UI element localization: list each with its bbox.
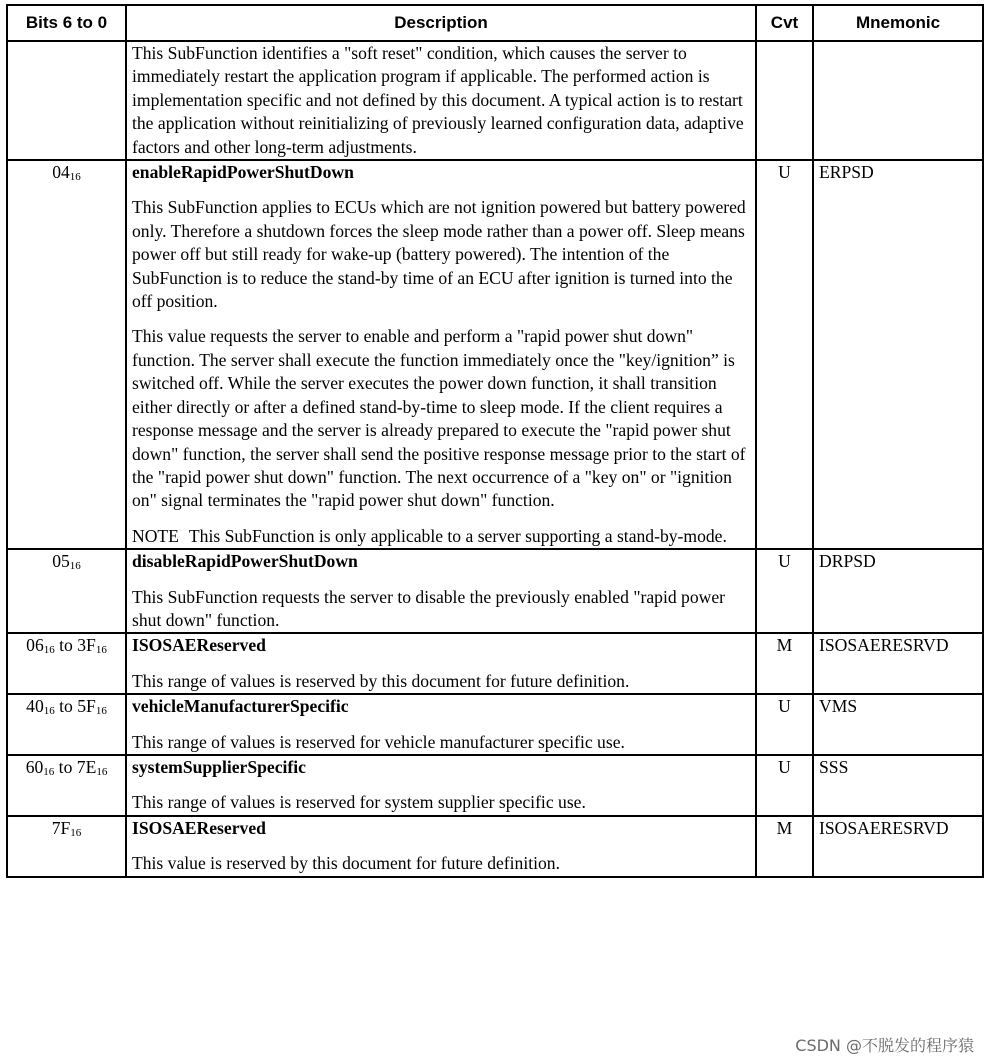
table-row (7, 694, 983, 755)
mnemonic-cell: ISOSAERESRVD (813, 633, 983, 694)
bits-cell (7, 633, 126, 694)
table-row (7, 755, 983, 816)
description-paragraph: This range of values is reserved for vehicle manufacturer specific use. (132, 731, 625, 752)
bits-base-subscript: 16 (70, 826, 82, 839)
subfunction-name: enableRapidPowerShutDown (132, 162, 354, 183)
bits-value: 7E (76, 756, 97, 777)
mnemonic-cell (813, 41, 983, 160)
header-cvt: Cvt (756, 5, 813, 41)
bits-cell (7, 41, 126, 160)
cvt-cell: M (756, 816, 813, 877)
header-description: Description (126, 5, 756, 41)
subfunction-name: systemSupplierSpecific (132, 756, 306, 777)
bits-base-subscript: 16 (96, 765, 108, 778)
bits-base-subscript: 16 (43, 765, 55, 778)
header-mnemonic: Mnemonic (813, 5, 983, 41)
table-row (7, 816, 983, 877)
bits-cell (7, 816, 126, 877)
cvt-cell: U (756, 755, 813, 816)
note-paragraph (132, 525, 750, 548)
table-row (7, 41, 983, 160)
bits-value: 06 (26, 635, 44, 656)
bits-value: 60 (25, 756, 44, 777)
subfunction-name: ISOSAEReserved (132, 817, 266, 838)
description-paragraph: This value is reserved by this document for future definition. (132, 853, 561, 874)
cvt-cell: M (756, 633, 813, 694)
description-paragraph: This value requests the server to enable and perform a "rapid power shut down" function. The server shall execute the function immediately once the "key/ignition” is switched off. While the server executes the power down function, it shall transition either directly or after a defined stand-by-time to sleep mode. If the client requires a response message and the server is already prepared to execute the "rapid power shut down" function, the server shall send the positive response message prior to the start of the "rapid power shut down" function. The next occurrence of a "key on" or "ignition on" signal terminates the "rapid power shut down" function. (132, 326, 746, 511)
description-cell (126, 160, 756, 549)
bits-base-subscript: 16 (95, 644, 107, 657)
table-row (7, 633, 983, 694)
bits-cell (7, 549, 126, 633)
bits-cell (7, 755, 126, 816)
header-bits: Bits 6 to 0 (7, 5, 126, 41)
table-row (7, 549, 983, 633)
cvt-cell: U (756, 694, 813, 755)
bits-base-subscript: 16 (43, 644, 55, 657)
bits-range-joiner: to (54, 635, 78, 656)
subfunction-table (6, 4, 984, 878)
table-body (7, 41, 983, 877)
cvt-cell (756, 41, 813, 160)
mnemonic-cell: VMS (813, 694, 983, 755)
mnemonic-cell: DRPSD (813, 549, 983, 633)
description-cell (126, 549, 756, 633)
description-cell (126, 41, 756, 160)
description-cell (126, 755, 756, 816)
watermark: CSDN @不脱发的程序猿 (795, 1033, 974, 1056)
cvt-cell: U (756, 160, 813, 549)
bits-value: 04 (52, 162, 70, 183)
mnemonic-cell: ERPSD (813, 160, 983, 549)
bits-base-subscript: 16 (69, 560, 81, 573)
description-paragraph: This range of values is reserved for system supplier specific use. (132, 792, 586, 813)
bits-base-subscript: 16 (43, 705, 55, 718)
bits-cell (7, 694, 126, 755)
note-label: NOTE (132, 525, 179, 546)
bits-value: 7F (51, 817, 71, 838)
subfunction-name: ISOSAEReserved (132, 635, 266, 656)
description-cell (126, 816, 756, 877)
description-cell (126, 694, 756, 755)
bits-base-subscript: 16 (69, 171, 81, 184)
bits-cell (7, 160, 126, 549)
bits-range-joiner: to (54, 696, 78, 717)
description-paragraph: This SubFunction identifies a "soft reset" condition, which causes the server to immediately restart the application program if applicable. The performed action is implementation specific and not defined by this document. A typical action is to restart the application without reinitializing of previously learned configuration data, adaptive factors and other long-term adjustments. (132, 43, 744, 157)
bits-range-joiner: to (54, 756, 77, 777)
bits-base-subscript: 16 (95, 705, 107, 718)
cvt-cell: U (756, 549, 813, 633)
subfunction-name: disableRapidPowerShutDown (132, 551, 358, 572)
description-paragraph: This SubFunction requests the server to disable the previously enabled "rapid power shut down" function. (132, 586, 726, 630)
subfunction-name: vehicleManufacturerSpecific (132, 696, 349, 717)
description-paragraph: This SubFunction applies to ECUs which are not ignition powered but battery powered only. Therefore a shutdown forces the sleep mode rather than a power off. Sleep means power off but still ready for wake-up (battery powered). The intention of the SubFunction is to reduce the stand-by time of an ECU after ignition is turned into the off position. (132, 197, 746, 312)
bits-value: 5F (77, 696, 96, 717)
mnemonic-cell: ISOSAERESRVD (813, 816, 983, 877)
description-cell (126, 633, 756, 694)
table-row (7, 160, 983, 549)
mnemonic-cell: SSS (813, 755, 983, 816)
note-text: This SubFunction is only applicable to a server supporting a stand-by-mode. (188, 525, 727, 546)
table-header-row (7, 5, 983, 41)
bits-value: 05 (52, 551, 70, 572)
description-paragraph: This range of values is reserved by this document for future definition. (132, 670, 630, 691)
bits-value: 40 (26, 696, 44, 717)
bits-value: 3F (77, 635, 96, 656)
